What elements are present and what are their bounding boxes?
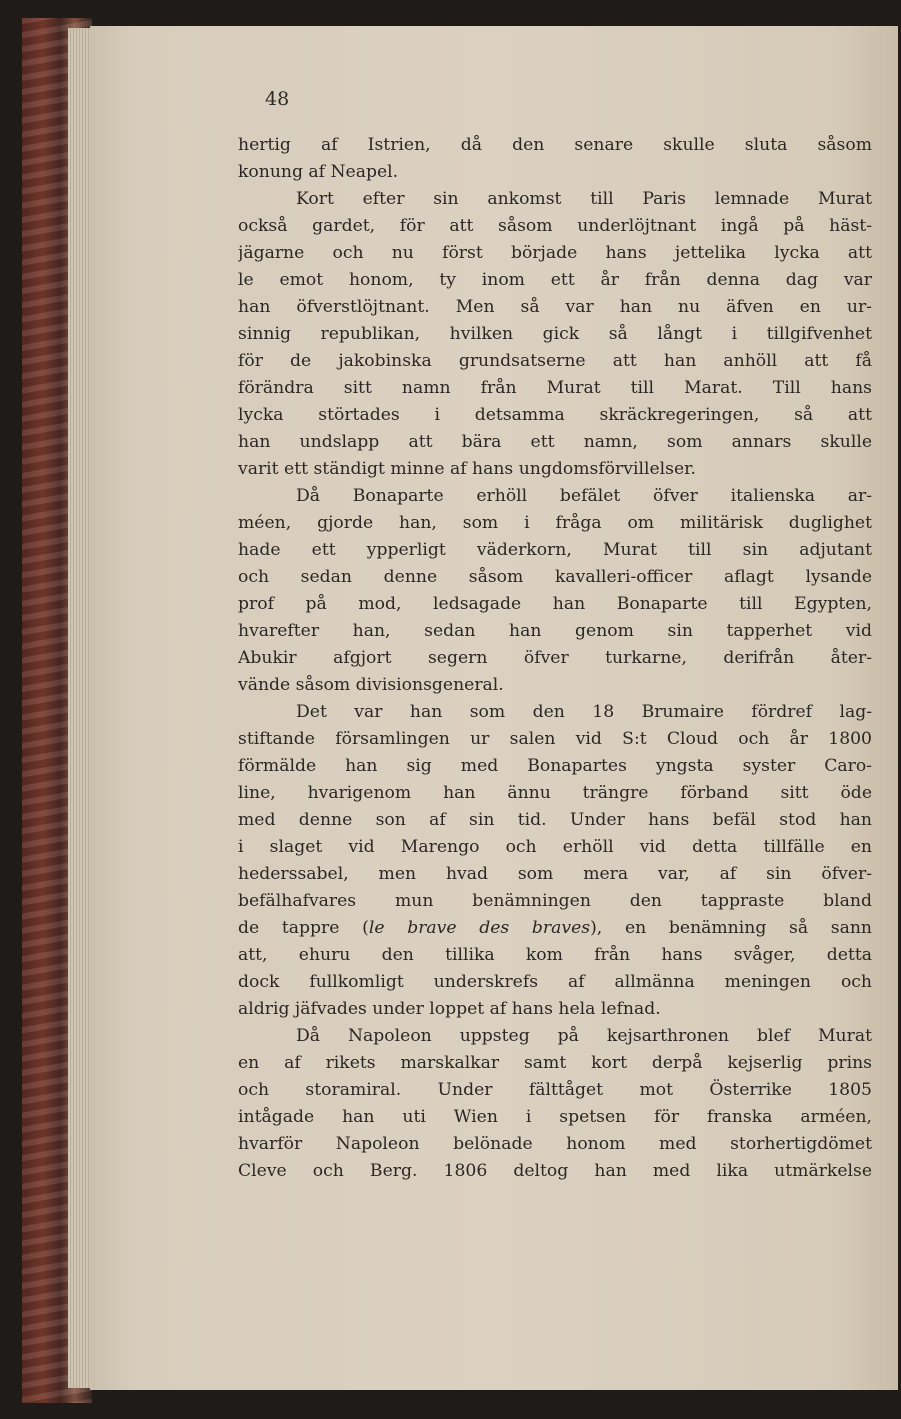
text-line: förmälde han sig med Bonapartes yngsta syster Caro- [238, 756, 872, 776]
text-line: hvarefter han, sedan han genom sin tapperhet vid [238, 621, 872, 641]
text-line: en af rikets marskalkar samt kort derpå kejserlig prins [238, 1053, 872, 1073]
text-line: hade ett ypperligt väderkorn, Murat till sin adjutant [238, 540, 872, 560]
paragraph [238, 699, 872, 1023]
text-line: att, ehuru den tillika kom från hans svåger, detta [238, 945, 872, 965]
text-line: förändra sitt namn från Murat till Marat. Till hans [238, 378, 872, 398]
text-line: befälhafvares mun benämningen den tappraste bland [238, 891, 872, 911]
text-line: med denne son af sin tid. Under hans befäl stod han [238, 810, 872, 830]
text-line: också gardet, för att såsom underlöjtnant ingå på häst- [238, 216, 872, 236]
text-line: Det var han som den 18 Brumaire fördref lag- [296, 702, 872, 722]
paragraph [238, 1023, 872, 1185]
text-line: stiftande församlingen ur salen vid S:t Cloud och år 1800 [238, 729, 872, 749]
text-line: konung af Neapel. [238, 162, 399, 182]
text-line: aldrig jäfvades under loppet af hans hela lefnad. [238, 999, 661, 1019]
text-line: och storamiral. Under fälttåget mot Österrike 1805 [238, 1080, 872, 1100]
text-line: Cleve och Berg. 1806 deltog han med lika utmärkelse [238, 1161, 872, 1181]
text-line: hvarför Napoleon belönade honom med storhertigdömet [238, 1134, 872, 1154]
text-line: dock fullkomligt underskrefs af allmänna meningen och [238, 972, 872, 992]
text-line: sinnig republikan, hvilken gick så långt i tillgifvenhet [238, 324, 872, 344]
paragraph [238, 483, 872, 699]
text-line: varit ett ständigt minne af hans ungdomsförvillelser. [238, 459, 696, 479]
text-line: lycka störtades i detsamma skräckregeringen, så att [238, 405, 872, 425]
text-line: för de jakobinska grundsatserne att han anhöll att få [238, 351, 872, 371]
text-line: Kort efter sin ankomst till Paris lemnade Murat [296, 189, 872, 209]
text-line: Då Bonaparte erhöll befälet öfver italienska ar- [296, 486, 872, 506]
text-line: han undslapp att bära ett namn, som annars skulle [238, 432, 872, 452]
text-line: line, hvarigenom han ännu trängre förband sitt öde [238, 783, 872, 803]
page-number: 48 [265, 88, 290, 110]
page-edges [68, 28, 92, 1388]
paragraph [238, 186, 872, 483]
text-line: jägarne och nu först började hans jettelika lycka att [238, 243, 872, 263]
body-text [238, 132, 872, 1185]
text-line: och sedan denne såsom kavalleri-officer aflagt lysande [238, 567, 872, 587]
text-line: méen, gjorde han, som i fråga om militärisk duglighet [238, 513, 872, 533]
text-line: hederssabel, men hvad som mera var, af sin öfver- [238, 864, 872, 884]
text-line: Abukir afgjort segern öfver turkarne, derifrån åter- [238, 648, 872, 668]
text-line: prof på mod, ledsagade han Bonaparte till Egypten, [238, 594, 872, 614]
text-line: Då Napoleon uppsteg på kejsarthronen blef Murat [296, 1026, 872, 1046]
text-line: i slaget vid Marengo och erhöll vid detta tillfälle en [238, 837, 872, 857]
text-line: intågade han uti Wien i spetsen för franska arméen, [238, 1107, 872, 1127]
text-line: de tappre (le brave des braves), en benämning så sann [238, 918, 872, 938]
paragraph [238, 132, 872, 186]
text-line: vände såsom divisionsgeneral. [238, 675, 504, 695]
text-line: hertig af Istrien, då den senare skulle sluta såsom [238, 135, 872, 155]
text-line: le emot honom, ty inom ett år från denna dag var [238, 270, 872, 290]
text-line: han öfverstlöjtnant. Men så var han nu äfven en ur- [238, 297, 872, 317]
